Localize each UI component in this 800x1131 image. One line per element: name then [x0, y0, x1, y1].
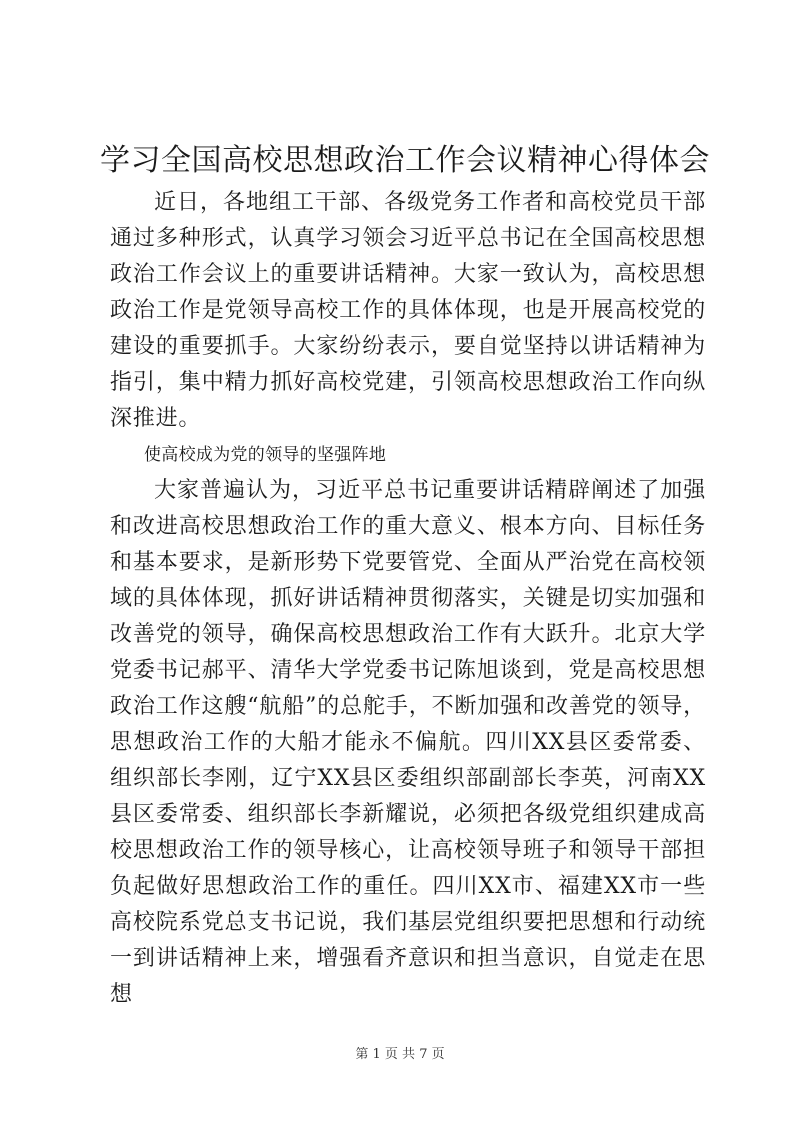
paragraph-body: 大家普遍认为，习近平总书记重要讲话精辟阐述了加强和改进高校思想政治工作的重大意义、根本方向、目标任务和基本要求，是新形势下党要管党、全面从严治党在高校领域的具体体现，抓好讲话精神贯彻落实，关键是切实加强和改善党的领导，确保高校思想政治工作有大跃升。北京大学党委书记郝平、清华大学党委书记陈旭谈到，党是高校思想政治工作这艘“航船”的总舵手，不断加强和改善党的领导，思想政治工作的大船才能永不偏航。四川XX县区委常委、组织部长李刚，辽宁XX县区委组织部副部长李英，河南XX县区委常委、组织部长李新耀说，必须把各级党组织建成高校思想政治工作的领导核心，让高校领导班子和领导干部担负起做好思想政治工作的重任。四川XX市、福建XX市一些高校院系党总支书记说，我们基层党组织要把思想和行动统一到讲话精神上来，增强看齐意识和担当意识，自觉走在思想: [110, 478, 706, 1007]
page-number-footer: 第 1 页 共 7 页: [355, 1047, 445, 1062]
section-heading: 使高校成为党的领导的坚强阵地: [144, 445, 387, 465]
paragraph-intro: 近日，各地组工干部、各级党务工作者和高校党员干部通过多种形式，认真学习领会习近平总书记在全国高校思想政治工作会议上的重要讲话精神。大家一致认为，高校思想政治工作是党领导高校工作的具体体现，也是开展高校党的建设的重要抓手。大家纷纷表示，要自觉坚持以讲话精神为指引，集中精力抓好高校党建，引领高校思想政治工作向纵深推进。: [110, 190, 706, 431]
document-title: 学习全国高校思想政治工作会议精神心得体会: [100, 143, 710, 178]
document-body: [110, 185, 706, 1013]
